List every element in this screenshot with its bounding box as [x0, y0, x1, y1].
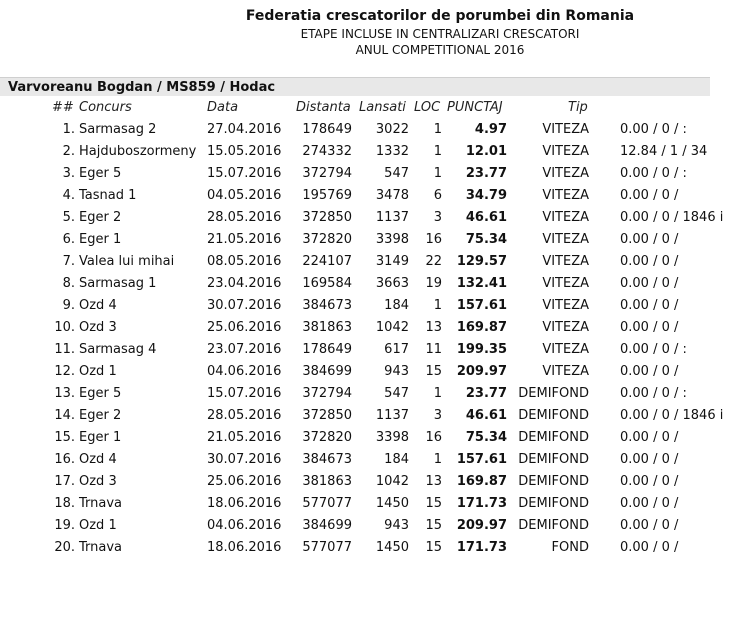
race-date: 15.07.2016: [207, 166, 282, 181]
distance: 381863: [302, 320, 352, 335]
score: 171.73: [456, 496, 507, 511]
score: 209.97: [456, 364, 507, 379]
distance: 178649: [302, 342, 352, 357]
race-type: VITEZA: [542, 166, 589, 181]
place: 15: [425, 496, 442, 511]
distance: 372820: [302, 430, 352, 445]
table-row: [0, 471, 710, 493]
extra-info: 0.00 / 0 /: [620, 430, 679, 445]
score: 171.73: [456, 540, 507, 555]
table-row: [0, 251, 710, 273]
row-number: 6.: [62, 232, 75, 247]
score: 23.77: [465, 166, 507, 181]
race-date: 15.07.2016: [207, 386, 282, 401]
distance: 195769: [302, 188, 352, 203]
score: 199.35: [456, 342, 507, 357]
owner-bar: Varvoreanu Bogdan / MS859 / Hodac: [0, 77, 710, 96]
released-count: 1450: [375, 496, 409, 511]
score: 23.77: [465, 386, 507, 401]
score: 12.01: [465, 144, 507, 159]
place: 15: [425, 540, 442, 555]
race-date: 23.07.2016: [207, 342, 282, 357]
row-number: 20.: [54, 540, 75, 555]
extra-info: 0.00 / 0 /: [620, 518, 679, 533]
concurs-name: Eger 5: [79, 386, 122, 401]
place: 22: [425, 254, 442, 269]
concurs-name: Eger 2: [79, 210, 122, 225]
table-row: [0, 163, 710, 185]
extra-info: 0.00 / 0 /: [620, 254, 679, 269]
col-header-lansati: Lansati: [359, 100, 406, 115]
race-date: 04.06.2016: [207, 364, 282, 379]
col-header-loc: LOC: [414, 100, 441, 115]
score: 75.34: [465, 232, 507, 247]
place: 3: [433, 210, 442, 225]
extra-info: 0.00 / 0 / :: [620, 166, 687, 181]
released-count: 1450: [375, 540, 409, 555]
distance: 372794: [302, 386, 352, 401]
race-type: VITEZA: [542, 144, 589, 159]
race-type: VITEZA: [542, 254, 589, 269]
distance: 372850: [302, 408, 352, 423]
extra-info: 0.00 / 0 / :: [620, 386, 687, 401]
released-count: 3478: [375, 188, 409, 203]
distance: 384673: [302, 298, 352, 313]
row-number: 5.: [62, 210, 75, 225]
score: 132.41: [456, 276, 507, 291]
released-count: 1042: [375, 320, 409, 335]
row-number: 7.: [62, 254, 75, 269]
race-date: 08.05.2016: [207, 254, 282, 269]
concurs-name: Trnava: [79, 540, 123, 555]
concurs-name: Sarmasag 2: [79, 122, 157, 137]
concurs-name: Eger 1: [79, 430, 122, 445]
score: 75.34: [465, 430, 507, 445]
race-type: DEMIFOND: [518, 474, 589, 489]
distance: 274332: [302, 144, 352, 159]
extra-info: 0.00 / 0 / 1846 i: [620, 408, 724, 423]
extra-info: 0.00 / 0 / 1846 i: [620, 210, 724, 225]
distance: 224107: [302, 254, 352, 269]
race-date: 30.07.2016: [207, 452, 282, 467]
race-type: DEMIFOND: [518, 430, 589, 445]
col-header-tip: Tip: [568, 100, 588, 115]
released-count: 3398: [375, 430, 409, 445]
distance: 577077: [302, 496, 352, 511]
distance: 577077: [302, 540, 352, 555]
extra-info: 0.00 / 0 /: [620, 232, 679, 247]
row-number: 11.: [54, 342, 75, 357]
concurs-name: Ozd 4: [79, 452, 117, 467]
released-count: 1137: [375, 210, 409, 225]
race-type: VITEZA: [542, 342, 589, 357]
extra-info: 0.00 / 0 /: [620, 540, 679, 555]
released-count: 943: [384, 518, 409, 533]
race-date: 21.05.2016: [207, 232, 282, 247]
row-number: 14.: [54, 408, 75, 423]
table-row: [0, 361, 710, 383]
table-row: [0, 207, 724, 229]
race-date: 23.04.2016: [207, 276, 282, 291]
place: 16: [425, 430, 442, 445]
score: 209.97: [456, 518, 507, 533]
race-type: VITEZA: [542, 188, 589, 203]
extra-info: 0.00 / 0 /: [620, 474, 679, 489]
document-subtitle: ETAPE INCLUSE IN CENTRALIZARI CRESCATORI: [300, 27, 580, 41]
race-type: DEMIFOND: [518, 386, 589, 401]
race-date: 04.05.2016: [207, 188, 282, 203]
race-type: VITEZA: [542, 122, 589, 137]
extra-info: 0.00 / 0 /: [620, 364, 679, 379]
place: 6: [433, 188, 442, 203]
score: 46.61: [465, 408, 507, 423]
place: 1: [433, 386, 442, 401]
distance: 372820: [302, 232, 352, 247]
concurs-name: Eger 1: [79, 232, 122, 247]
concurs-name: Hajduboszormeny: [79, 144, 197, 159]
score: 129.57: [456, 254, 507, 269]
released-count: 3022: [375, 122, 409, 137]
place: 15: [425, 518, 442, 533]
concurs-name: Ozd 3: [79, 320, 117, 335]
row-number: 2.: [62, 144, 75, 159]
col-header-distanta: Distanta: [296, 100, 351, 115]
place: 1: [433, 166, 442, 181]
concurs-name: Ozd 3: [79, 474, 117, 489]
race-date: 28.05.2016: [207, 408, 282, 423]
race-date: 27.04.2016: [207, 122, 282, 137]
place: 16: [425, 232, 442, 247]
concurs-name: Sarmasag 4: [79, 342, 157, 357]
released-count: 3149: [375, 254, 409, 269]
score: 169.87: [456, 474, 507, 489]
race-date: 25.06.2016: [207, 474, 282, 489]
released-count: 3663: [375, 276, 409, 291]
document-title: Federatia crescatorilor de porumbei din Romania: [245, 8, 635, 24]
table-row: [0, 185, 710, 207]
table-row: [0, 427, 710, 449]
race-type: VITEZA: [542, 276, 589, 291]
table-row: [0, 537, 710, 559]
row-number: 16.: [54, 452, 75, 467]
concurs-name: Ozd 1: [79, 518, 117, 533]
row-number: 8.: [62, 276, 75, 291]
released-count: 184: [384, 298, 409, 313]
place: 3: [433, 408, 442, 423]
race-type: DEMIFOND: [518, 408, 589, 423]
distance: 169584: [302, 276, 352, 291]
row-number: 18.: [54, 496, 75, 511]
concurs-name: Ozd 1: [79, 364, 117, 379]
race-date: 21.05.2016: [207, 430, 282, 445]
row-number: 10.: [54, 320, 75, 335]
score: 157.61: [456, 452, 507, 467]
distance: 384699: [302, 364, 352, 379]
released-count: 184: [384, 452, 409, 467]
table-row: [0, 229, 710, 251]
row-number: 1.: [62, 122, 75, 137]
row-number: 19.: [54, 518, 75, 533]
released-count: 1137: [375, 408, 409, 423]
table-header: [0, 97, 710, 119]
extra-info: 0.00 / 0 /: [620, 452, 679, 467]
table-row: [0, 405, 724, 427]
race-type: FOND: [551, 540, 589, 555]
concurs-name: Valea lui mihai: [79, 254, 175, 269]
race-type: VITEZA: [542, 298, 589, 313]
row-number: 17.: [54, 474, 75, 489]
row-number: 12.: [54, 364, 75, 379]
extra-info: 0.00 / 0 /: [620, 188, 679, 203]
race-type: DEMIFOND: [518, 518, 589, 533]
race-type: VITEZA: [542, 364, 589, 379]
row-number: 9.: [62, 298, 75, 313]
col-header-num: ##: [52, 100, 74, 115]
row-number: 13.: [54, 386, 75, 401]
extra-info: 0.00 / 0 /: [620, 298, 679, 313]
col-header-data: Data: [207, 100, 239, 115]
released-count: 3398: [375, 232, 409, 247]
table-row: [0, 493, 710, 515]
extra-info: 0.00 / 0 /: [620, 276, 679, 291]
extra-info: 0.00 / 0 /: [620, 320, 679, 335]
place: 15: [425, 364, 442, 379]
table-row: [0, 317, 710, 339]
race-date: 25.06.2016: [207, 320, 282, 335]
col-header-concurs: Concurs: [79, 100, 132, 115]
place: 13: [425, 320, 442, 335]
concurs-name: Tasnad 1: [79, 188, 137, 203]
place: 19: [425, 276, 442, 291]
extra-info: 0.00 / 0 / :: [620, 122, 687, 137]
race-type: DEMIFOND: [518, 496, 589, 511]
released-count: 943: [384, 364, 409, 379]
score: 169.87: [456, 320, 507, 335]
place: 13: [425, 474, 442, 489]
race-date: 28.05.2016: [207, 210, 282, 225]
race-type: VITEZA: [542, 320, 589, 335]
race-type: DEMIFOND: [518, 452, 589, 467]
score: 4.97: [474, 122, 507, 137]
score: 157.61: [456, 298, 507, 313]
competition-year: ANUL COMPETITIONAL 2016: [355, 43, 525, 57]
released-count: 1042: [375, 474, 409, 489]
race-date: 18.06.2016: [207, 540, 282, 555]
table-row: [0, 295, 710, 317]
table-row: [0, 141, 710, 163]
table-row: [0, 449, 710, 471]
race-type: VITEZA: [542, 210, 589, 225]
place: 11: [425, 342, 442, 357]
table-row: [0, 273, 710, 295]
score: 46.61: [465, 210, 507, 225]
extra-info: 0.00 / 0 / :: [620, 342, 687, 357]
released-count: 617: [384, 342, 409, 357]
race-date: 04.06.2016: [207, 518, 282, 533]
extra-info: 12.84 / 1 / 34: [620, 144, 708, 159]
distance: 372794: [302, 166, 352, 181]
distance: 178649: [302, 122, 352, 137]
extra-info: 0.00 / 0 /: [620, 496, 679, 511]
place: 1: [433, 144, 442, 159]
concurs-name: Eger 2: [79, 408, 122, 423]
place: 1: [433, 298, 442, 313]
table-row: [0, 339, 710, 361]
race-date: 15.05.2016: [207, 144, 282, 159]
row-number: 4.: [62, 188, 75, 203]
row-number: 3.: [62, 166, 75, 181]
race-date: 30.07.2016: [207, 298, 282, 313]
distance: 372850: [302, 210, 352, 225]
released-count: 547: [384, 166, 409, 181]
concurs-name: Ozd 4: [79, 298, 117, 313]
place: 1: [433, 452, 442, 467]
table-row: [0, 119, 710, 141]
released-count: 547: [384, 386, 409, 401]
table-row: [0, 515, 710, 537]
distance: 384673: [302, 452, 352, 467]
concurs-name: Sarmasag 1: [79, 276, 157, 291]
race-type: VITEZA: [542, 232, 589, 247]
released-count: 1332: [375, 144, 409, 159]
score: 34.79: [465, 188, 507, 203]
row-number: 15.: [54, 430, 75, 445]
table-row: [0, 383, 710, 405]
race-date: 18.06.2016: [207, 496, 282, 511]
place: 1: [433, 122, 442, 137]
concurs-name: Trnava: [79, 496, 123, 511]
col-header-punctaj: PUNCTAJ: [447, 100, 503, 115]
distance: 384699: [302, 518, 352, 533]
concurs-name: Eger 5: [79, 166, 122, 181]
distance: 381863: [302, 474, 352, 489]
